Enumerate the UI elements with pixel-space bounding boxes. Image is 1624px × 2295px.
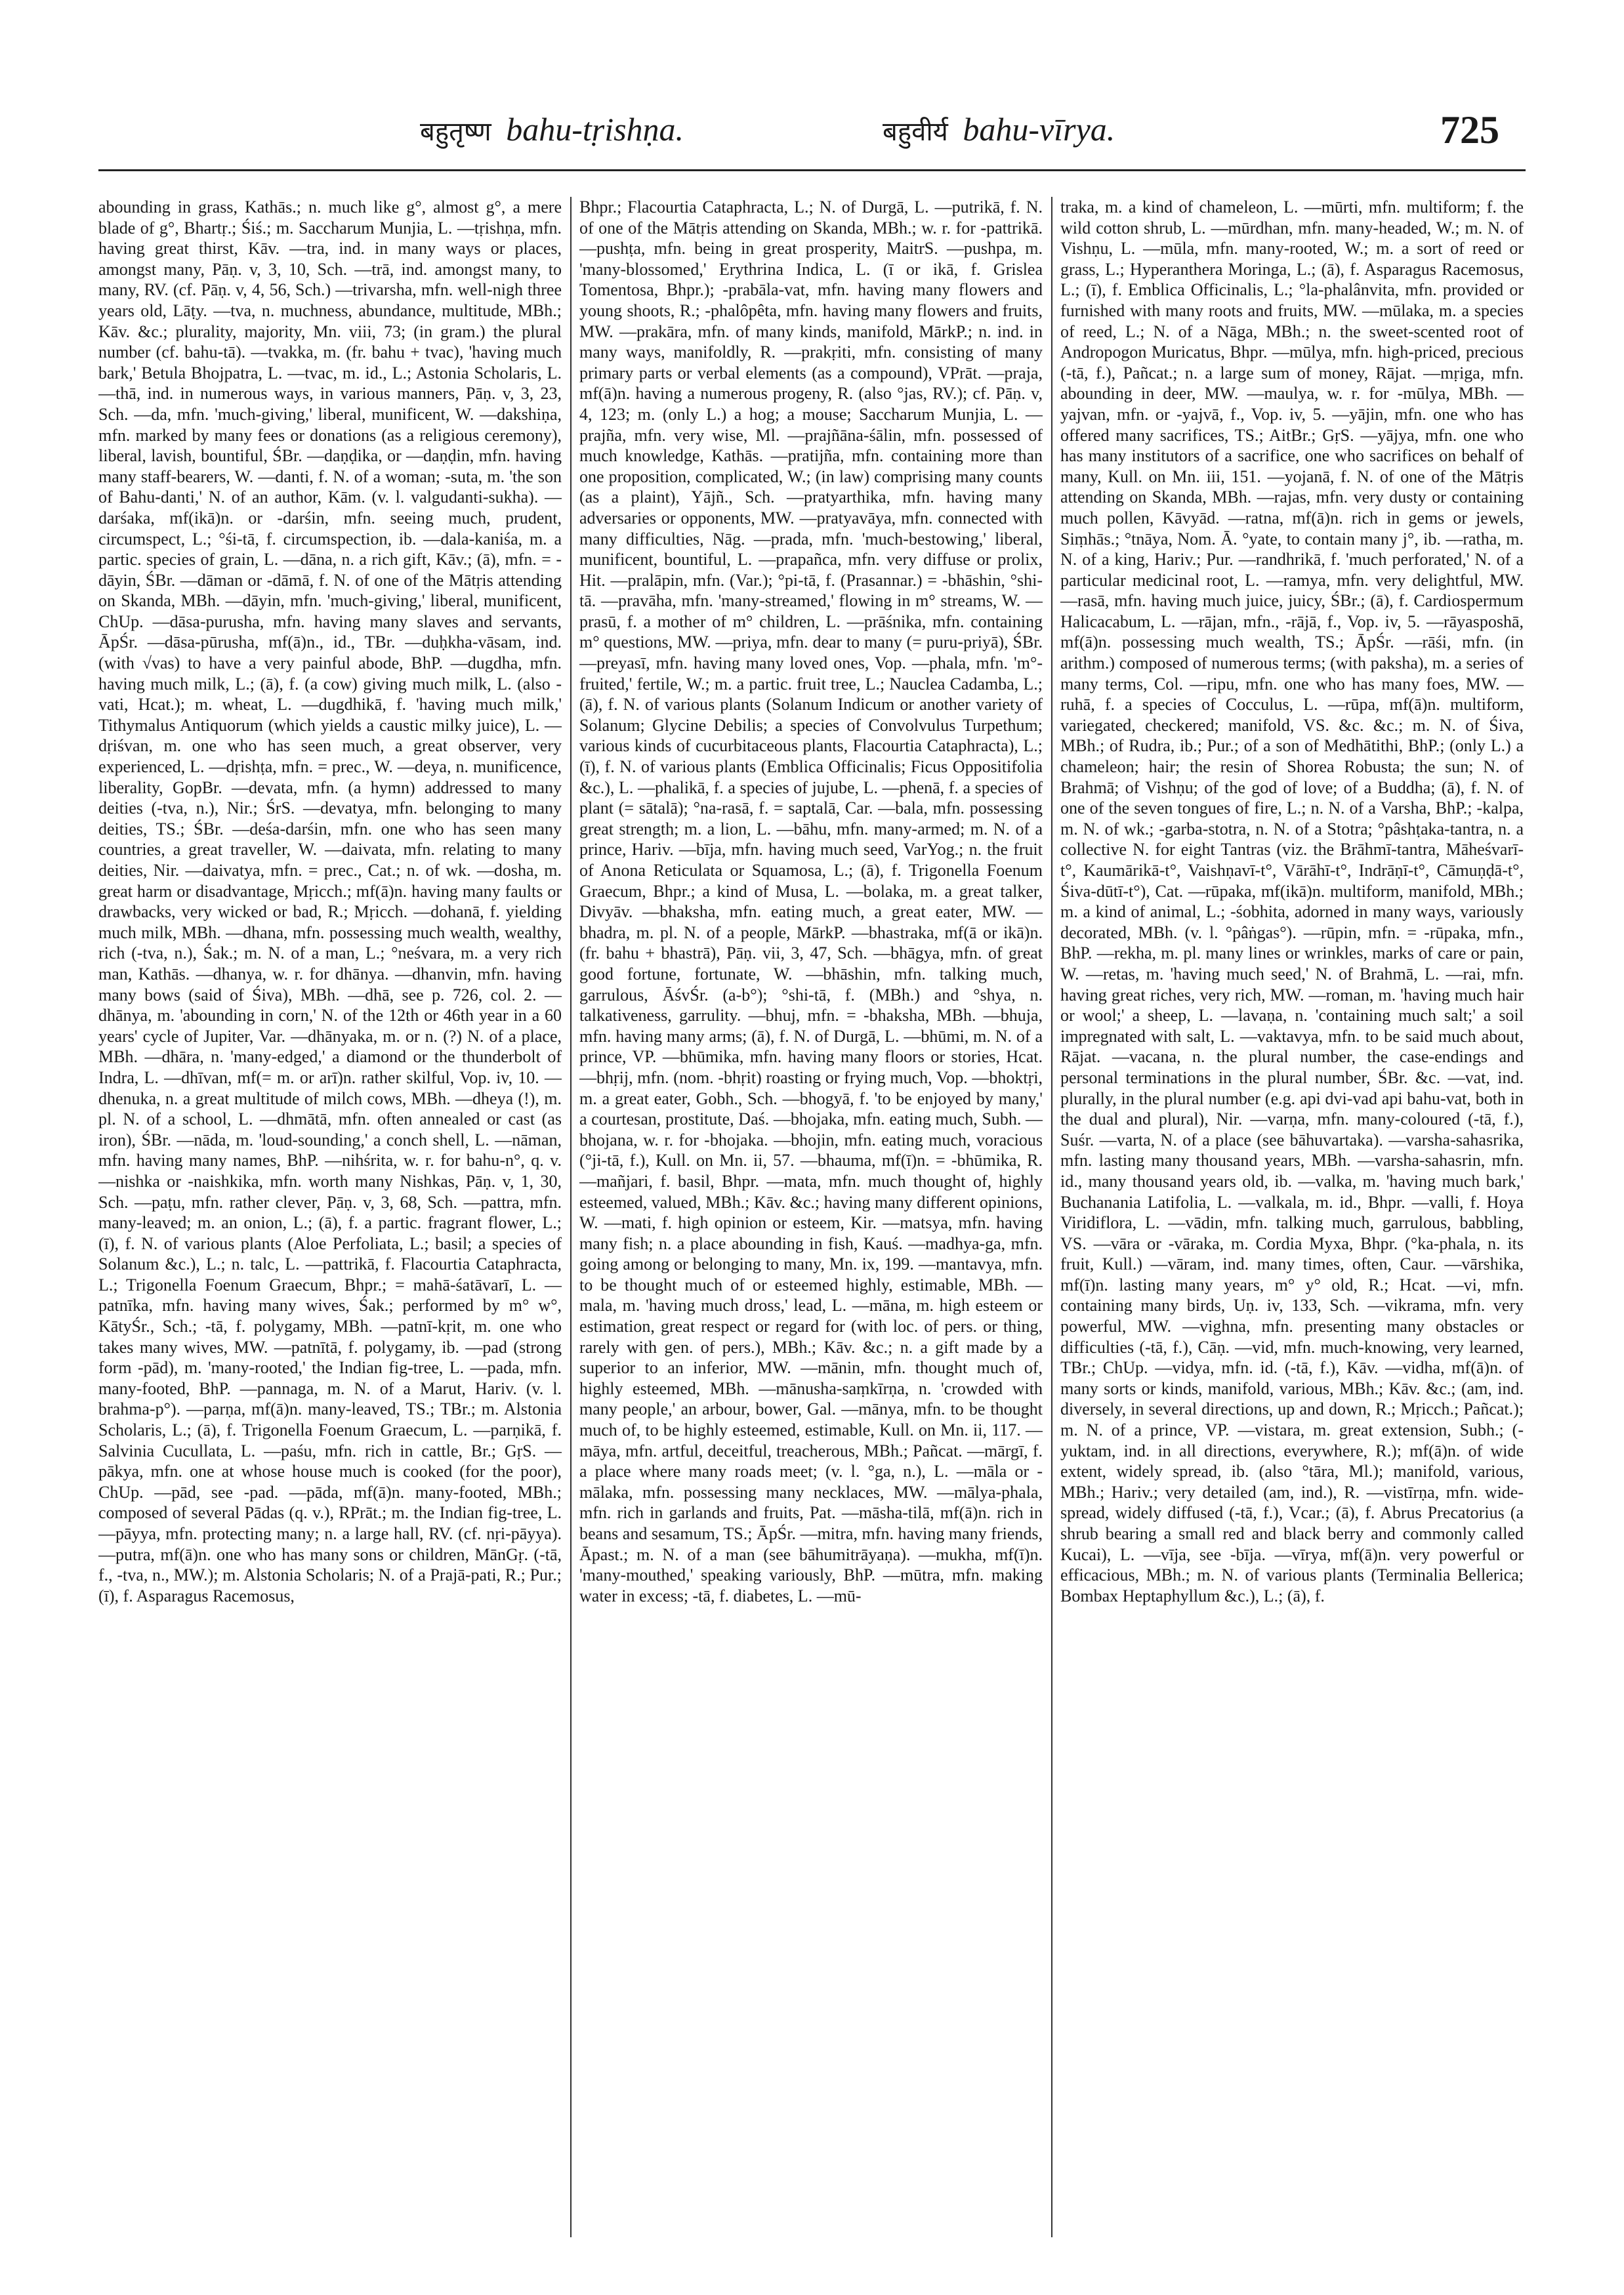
column-right: traka, m. a kind of chameleon, L. —mūrti, mfn. multiform; f. the wild cotton shrub, L. —mūrdhan, mfn. many-headed, W.; m. N. of Vishṇu, L. —mūla, mfn. many-rooted, W.; m. a sort of reed or grass, L.; Hyperanthera Moringa, L.; (ā), f. Asparagus Racemosus, L.; (ī), f. Emblica Officinalis, L.; °la-phalânvita, mfn. provided or furnished with many roots and fruits, MW. —mūlaka, m. a species of reed, L.; N. of a Nāga, MBh.; n. the sweet-scented root of Andropogon Muricatus, Bhpr. —mūlya, mfn. high-priced, precious (-tā, f.), Pañcat.; n. a large sum of money, Rājat. —mṛiga, mfn. abounding in deer, MW. —maulya, w. r. for -mūlya, MBh. —yajvan, mfn. or -yajvā, f., Vop. iv, 5. —yājin, mfn. one who has offered many sacrifices, TS.; AitBr.; GṛS. —yājya, mfn. one who has many institutors of a sacrifice, one who sacrifices on behalf of many, Kull. on Mn. iii, 151. —yojanā, f. N. of one of the Mātṛis attending on Skanda, MBh. —rajas, mfn. very dusty or containing much pollen, Kāvyād. —ratna, mf(ā)n. rich in gems or jewels, Siṃhās.; °tnāya, Nom. Ā. °yate, to contain many j°, ib. —ratha, m. N. of a king, Hariv.; Pur. —randhrikā, f. 'much perforated,' N. of a particular medicinal root, L. —ramya, mfn. very delightful, MW. —rasā, mfn. having much juice, juicy, ŚBr.; (ā), f. Cardiospermum Halicacabum, L. —rājan, mfn., -rājā, f., Vop. iv, 5. —rāyasposhā, mf(ā)n. possessing much wealth, TS.; ĀpŚr. —rāśi, mfn. (in arithm.) composed of numerous terms; (with paksha), m. a series of many terms, Col. —ripu, mfn. one who has many foes, MW. —ruhā, f. a species of Cocculus, L. —rūpa, mf(ā)n. multiform, variegated, checkered; manifold, VS. &c. &c.; m. N. of Śiva, MBh.; of Rudra, ib.; Pur.; of a son of Medhātithi, BhP.; (only L.) a chameleon; hair; the resin of Shorea Robusta; the sun; N. of Brahmā; of Vishṇu; of the god of love; of a Buddha; (ā), f. N. of one of the seven tongues of fire, L.; n. N. of a Varsha, BhP.; -kalpa, m. N. of wk.; -garba-stotra, n. N. of a Stotra; °pâshṭaka-tantra, n. a collective N. for eight Tantras (viz. the Brāhmī-tantra, Māheśvarī-t°, Kaumārikā-t°, Vaishṇavī-t°, Vārāhī-t°, Indrāṇī-t°, Cāmuṇḍā-t°, Śiva-dūtī-t°), Cat. —rūpaka, mf(ikā)n. multiform, manifold, MBh.; m. a kind of animal, L.; -śobhita, adorned in many ways, variously decorated, MBh. (v. l. °pâṅgas°). —rūpin, mfn. = -rūpaka, mfn., BhP. —rekha, m. pl. many lines or wrinkles, marks of care or pain, W. —retas, m. 'having much seed,' N. of Brahmā, L. —rai, mfn. having great riches, very rich, MW. —roman, m. 'having much hair or wool;' a sheep, L. —lavaṇa, n. 'containing much salt;' a soil impregnated with salt, L. —vaktavya, mfn. to be said much about, Rājat. —vacana, n. the plural number, the case-endings and personal terminations in the plural number, ŚBr. &c. —vat, ind. plurally, in the plural number (e.g. api dvi-vad api bahu-vat, both in the dual and plural), Nir. —varṇa, mfn. many-coloured (-tā, f.), Suśr. —varta, N. of a place (see bāhuvartaka). —varsha-sahasrika, mfn. lasting many thousand years, MBh. —varsha-sahasrin, mfn. id., many thousand years old, ib. —valka, m. 'having much bark,' Buchanania Latifolia, L. —valkala, m. id., Bhpr. —valli, f. Hoya Viridiflora, L. —vādin, mfn. talking much, garrulous, babbling, VS. —vāra or -vāraka, m. Cordia Myxa, Bhpr. (°ka-phala, n. its fruit, Kull.) —vāram, ind. many times, often, Caur. —vārshika, mf(ī)n. lasting many years, m° y° old, R.; Hcat. —vi, mfn. containing many birds, Uṇ. iv, 133, Sch. —vikrama, mfn. very powerful, MW. —vighna, mfn. presenting many obstacles or difficulties (-tā, f.), Cāṇ. —vid, mfn. much-knowing, very learned, TBr.; ChUp. —vidya, mfn. id. (-tā, f.), Kāv. —vidha, mf(ā)n. of many sorts or kinds, manifold, various, MBh.; Kāv. &c.; (am, ind. diversely, in several directions, up and down, R.; Mṛicch.; Pañcat.); m. N. of a prince, VP. —vistara, m. great extension, Subh.; (-yuktam, ind. in all directions, everywhere, R.); mf(ā)n. of wide extent, widely spread, ib. (also °tāra, Ml.); manifold, various, MBh.; Hariv.; very detailed (am, ind.), R. —vistīrṇa, mfn. wide-spread, widely diffused (-tā, f.), Vcar.; (ā), f. Abrus Precatorius (a shrub bearing a small red and black berry and commonly called Kucai), L. —vīja, see -bīja. —vīrya, mf(ā)n. very powerful or efficacious, MBh.; m. N. of various plants (Terminalia Bellerica; Bombax Heptaphyllum &c.), L.; (ā), f. bbox=[1060, 197, 1524, 1605]
right-headword-devanagari: बहुवीर्य bbox=[883, 117, 948, 147]
right-running-head bbox=[883, 110, 1115, 148]
page-number: 725 bbox=[1440, 108, 1499, 152]
left-headword: bahu-tṛishṇa. bbox=[506, 111, 684, 148]
left-running-head bbox=[420, 110, 684, 148]
dictionary-columns bbox=[98, 197, 1526, 2237]
left-headword-devanagari: बहुतृष्ण bbox=[420, 117, 491, 147]
column-divider bbox=[570, 197, 572, 2237]
column-divider bbox=[1051, 197, 1052, 2237]
header-rule bbox=[98, 169, 1526, 171]
column-middle: Bhpr.; Flacourtia Cataphracta, L.; N. of Durgā, L. —putrikā, f. N. of one of the Mātṛis attending on Skanda, MBh.; w. r. for -pattrikā. —pushṭa, mfn. being in great prosperity, MaitrS. —pushpa, m. 'many-blossomed,' Erythrina Indica, L. (ī or ikā, f. Grislea Tomentosa, Bhpr.); -prabāla-vat, mfn. having many flowers and young shoots, R.; -phalôpêta, mfn. having many flowers and fruits, MW. —prakāra, mfn. of many kinds, manifold, MārkP.; n. ind. in many ways, manifoldly, R. —prakṛiti, mfn. consisting of many primary parts or verbal elements (as a compound), VPrāt. —praja, mf(ā)n. having a numerous progeny, R. (also °jas, RV.); cf. Pāṇ. v, 4, 123; m. (only L.) a hog; a mouse; Saccharum Munjia, L. —prajña, mfn. very wise, Ml. —prajñāna-śālin, mfn. possessed of much knowledge, Kathās. —pratijña, mfn. containing more than one proposition, complicated, W.; (in law) comprising many counts (as a plaint), Yājñ., Sch. —pratyarthika, mfn. having many adversaries or opponents, MW. —pratyavāya, mfn. connected with many difficulties, Nāg. —prada, mfn. 'much-bestowing,' liberal, munificent, bountiful, L. —prapañca, mfn. very diffuse or prolix, Hit. —pralāpin, mfn. (Var.); °pi-tā, f. (Prasannar.) = -bhāshin, °shi-tā. —pravāha, mfn. 'many-streamed,' flowing in m° streams, W. —prasū, f. a mother of m° children, L. —prāśnika, mfn. containing m° questions, MW. —priya, mfn. dear to many (= puru-priyā), ŚBr. —preyasī, mfn. having many loved ones, Vop. —phala, mfn. 'm°-fruited,' fertile, W.; m. a partic. fruit tree, L.; Nauclea Cadamba, L.; (ā), f. N. of various plants (Solanum Indicum or another variety of Solanum; Glycine Debilis; a species of Convolvulus Turpethum; various kinds of cucurbitaceous plants, Flacourtia Cataphracta), L.; (ī), f. N. of various plants (Emblica Officinalis; Ficus Oppositifolia &c.), L. —phalikā, f. a species of jujube, L. —phenā, f. a species of plant (= sātalā); °na-rasā, f. = saptalā, Car. —bala, mfn. possessing great strength; m. a lion, L. —bāhu, mfn. many-armed; m. N. of a prince, Hariv. —bīja, mfn. having much seed, VarYog.; n. the fruit of Anona Reticulata or Squamosa, L.; (ā), f. Trigonella Foenum Graecum, Bhpr.; a kind of Musa, L. —bolaka, m. a great talker, Divyāv. —bhaksha, mfn. eating much, a great eater, MW. —bhadra, m. pl. N. of a people, MārkP. —bhastraka, mf(ā or ikā)n. (fr. bahu + bhastrā), Pāṇ. vii, 3, 47, Sch. —bhāgya, mfn. of great good fortune, fortunate, W. —bhāshin, mfn. talking much, garrulous, ĀśvŚr. (a-b°); °shi-tā, f. (MBh.) and °shya, n. talkativeness, garrulity. —bhuj, mfn. = -bhaksha, MBh. —bhuja, mfn. having many arms; (ā), f. N. of Durgā, L. —bhūmi, m. N. of a prince, VP. —bhūmika, mfn. having many floors or stories, Hcat. —bhṛij, mfn. (nom. -bhṛit) roasting or frying much, Vop. —bhoktṛi, m. a great eater, Gobh., Sch. —bhogyā, f. 'to be enjoyed by many,' a courtesan, prostitute, Daś. —bhojaka, mfn. eating much, Subh. —bhojana, w. r. for -bhojaka. —bhojin, mfn. eating much, voracious (°ji-tā, f.), Kull. on Mn. ii, 57. —bhauma, mf(ī)n. = -bhūmika, R. —mañjari, f. basil, Bhpr. —mata, mfn. much thought of, highly esteemed, valued, MBh.; Kāv. &c.; having many different opinions, W. —mati, f. high opinion or esteem, Kir. —matsya, mfn. having many fish; n. a place abounding in fish, Kauś. —madhya-ga, mfn. going among or belonging to many, Mn. ix, 199. —mantavya, mfn. to be thought much of or esteemed highly, estimable, MBh. —mala, m. 'having much dross,' lead, L. —māna, m. high esteem or estimation, great respect or regard for (with loc. of pers. or thing, rarely with gen. of pers.), MBh.; Kāv. &c.; n. a gift made by a superior to an inferior, MW. —mānin, mfn. thought much of, highly esteemed, MBh. —mānusha-saṃkīrṇa, n. 'crowded with many people,' an arbour, bower, Gal. —mānya, mfn. to be thought much of, to be highly esteemed, estimable, Kull. on Mn. ii, 117. —māya, mfn. artful, deceitful, treacherous, MBh.; Pañcat. —mārgī, f. a place where many roads meet; (v. l. °ga, n.), L. —māla or -mālaka, mfn. possessing many necklaces, MW. —mālya-phala, mfn. rich in garlands and fruits, Pat. —māsha-tilā, mf(ā)n. rich in beans and sesamum, TS.; ĀpŚr. —mitra, mfn. having many friends, Āpast.; m. N. of a man (see bāhumitrāyaṇa). —mukha, mf(ī)n. 'many-mouthed,' speaking variously, BhP. —mūtra, mfn. making water in excess; -tā, f. diabetes, L. —mū- bbox=[579, 197, 1043, 1605]
page-header bbox=[98, 110, 1526, 189]
column-left: abounding in grass, Kathās.; n. much like g°, almost g°, a mere blade of g°, Bhartṛ.; Śiś.; m. Saccharum Munjia, L. —tṛishṇa, mfn. having great thirst, Kāv. —tra, ind. in many ways or places, amongst many, Pāṇ. v, 3, 10, Sch. —trā, ind. amongst many, to many, RV. (cf. Pāṇ. v, 4, 56, Sch.) —trivarsha, mfn. well-nigh three years old, Lāṭy. —tva, n. muchness, abundance, multitude, MBh.; Kāv. &c.; plurality, majority, Mn. viii, 73; (in gram.) the plural number (cf. bahu-tā). —tvakka, m. (fr. bahu + tvac), 'having much bark,' Betula Bhojpatra, L. —tvac, m. id., L.; Astonia Scholaris, L. —thā, ind. in numerous ways, in various manners, Pāṇ. v, 3, 23, Sch. —da, mfn. 'much-giving,' liberal, munificent, W. —dakshiṇa, mfn. marked by many fees or donations (as a religious ceremony), liberal, lavish, bountiful, ŚBr. —daṇḍika, or —daṇḍin, mfn. having many staff-bearers, W. —danti, f. N. of a woman; -suta, m. 'the son of Bahu-danti,' N. of an author, Kām. (v. l. valgudanti-sukha). —darśaka, mf(ikā)n. or -darśin, mfn. seeing much, prudent, circumspect, L.; °śi-tā, f. circumspection, ib. —dala-kaniśa, m. a partic. species of grain, L. —dāna, n. a rich gift, Kāv.; (ā), mfn. = -dāyin, ŚBr. —dāman or -dāmā, f. N. of one of the Mātṛis attending on Skanda, MBh. —dāyin, mfn. 'much-giving,' liberal, munificent, ChUp. —dāsa-purusha, mfn. having many slaves and servants, ĀpŚr. —dāsa-pūrusha, mf(ā)n., id., TBr. —duḥkha-vāsam, ind. (with √vas) to have a very painful abode, BhP. —dugdha, mfn. having much milk, L.; (ā), f. (a cow) giving much milk, L. (also -vati, Hcat.); m. wheat, L. —dugdhikā, f. 'having much milk,' Tithymalus Antiquorum (which yields a caustic milky juice), L. —dṛiśvan, m. one who has seen much, a great observer, very experienced, L. —dṛishṭa, mfn. = prec., W. —deya, n. munificence, liberality, GopBr. —devata, mfn. (a hymn) addressed to many deities (-tva, n.), Nir.; ŚrS. —devatya, mfn. belonging to many deities, TS.; ŚBr. —deśa-darśin, mfn. one who has seen many countries, a great traveller, W. —daivata, mfn. relating to many deities, Nir. —daivatya, mfn. = prec., Cat.; n. of wk. —dosha, m. great harm or disadvantage, Mṛicch.; mf(ā)n. having many faults or drawbacks, very wicked or bad, R.; Mṛicch. —dohanā, f. yielding much milk, MBh. —dhana, mfn. possessing much wealth, wealthy, rich (-tva, n.), Śak.; m. N. of a man, L.; °neśvara, m. a very rich man, Kathās. —dhanya, w. r. for dhānya. —dhanvin, mfn. having many bows (said of Śiva), MBh. —dhā, see p. 726, col. 2. —dhānya, m. 'abounding in corn,' N. of the 12th or 46th year in a 60 years' cycle of Jupiter, Var. —dhānyaka, m. or n. (?) N. of a place, MBh. —dhāra, n. 'many-edged,' a diamond or the thunderbolt of Indra, L. —dhīvan, mf(= m. or arī)n. rather skilful, Vop. iv, 10. —dhenuka, n. a great multitude of milch cows, MBh. —dheya (!), m. pl. N. of a school, L. —dhmātā, mfn. often annealed or cast (as iron), ŚBr. —nāda, m. 'loud-sounding,' a conch shell, L. —nāman, mfn. having many names, BhP. —nihśrita, w. r. for bahu-n°, q. v. —nishka or -naishkika, mfn. worth many Nishkas, Pāṇ. v, 1, 30, Sch. —paṭu, mfn. rather clever, Pāṇ. v, 3, 68, Sch. —pattra, mfn. many-leaved; m. an onion, L.; (ā), f. a partic. fragrant flower, L.; (ī), f. N. of various plants (Aloe Perfoliata, L.; basil; a species of Solanum &c.), L.; n. talc, L. —pattrikā, f. Flacourtia Cataphracta, L.; Trigonella Foenum Graecum, Bhpr.; = mahā-śatāvarī, L. —patnīka, mfn. having many wives, Śak.; performed by m° w°, KātyŚr., Sch.; -tā, f. polygamy, MBh. —patnī-kṛit, m. one who takes many wives, MW. —patnītā, f. polygamy, ib. —pad (strong form -pād), m. 'many-rooted,' the Indian fig-tree, L. —pada, mfn. many-footed, BhP. —pannaga, m. N. of a Marut, Hariv. (v. l. brahma-p°). —parṇa, mf(ā)n. many-leaved, TS.; TBr.; m. Alstonia Scholaris, L.; (ā), f. Trigonella Foenum Graecum, L. —parṇikā, f. Salvinia Cucullata, L. —paśu, mfn. rich in cattle, Br.; GṛS. —pākya, mfn. one at whose house much is cooked (for the poor), ChUp. —pād, see -pad. —pāda, mf(ā)n. many-footed, MBh.; composed of several Pādas (q. v.), RPrāt.; m. the Indian fig-tree, L. —pāyya, mfn. protecting many; n. a large hall, RV. (cf. nṛi-pāyya). —putra, mf(ā)n. one who has many sons or children, MānGṛ. (-tā, f., -tva, n., MW.); m. Alstonia Scholaris; N. of a Prajā-pati, R.; Pur.; (ī), f. Asparagus Racemosus, bbox=[98, 197, 562, 1605]
right-headword: bahu-vīrya. bbox=[963, 111, 1115, 148]
